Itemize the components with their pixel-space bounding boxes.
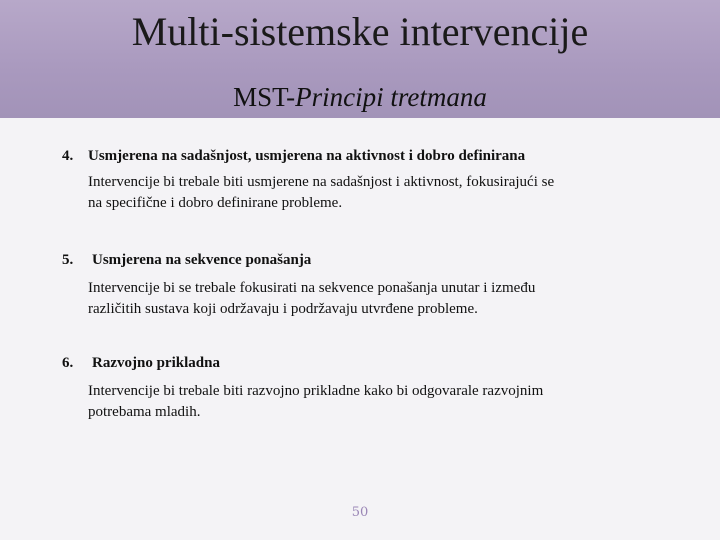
item-description-line: Intervencije bi trebale biti usmjerene na sadašnjost i aktivnost, fokusirajući se bbox=[88, 174, 555, 190]
subtitle-italic: Principi tretmana bbox=[295, 82, 487, 112]
item-heading bbox=[62, 353, 220, 373]
item-heading bbox=[62, 250, 311, 270]
page-number: 50 bbox=[351, 505, 369, 520]
item-heading bbox=[62, 146, 525, 166]
item-description-line: na specifične i dobro definirane probleme. bbox=[88, 195, 343, 211]
item-description bbox=[88, 278, 648, 320]
item-description-line: Intervencije bi trebale biti razvojno prikladne kako bi odgovarale razvojnim bbox=[88, 383, 544, 399]
item-heading-text: Usmjerena na sekvence ponašanja bbox=[92, 252, 312, 268]
slide-title: Multi-sistemske intervencije bbox=[131, 9, 589, 54]
item-description-line: Intervencije bi se trebale fokusirati na sekvence ponašanja unutar i između bbox=[88, 280, 536, 296]
item-description-line: potrebama mladih. bbox=[88, 404, 201, 420]
item-description bbox=[88, 172, 648, 214]
item-number: 5. bbox=[62, 252, 74, 268]
item-number: 4. bbox=[62, 148, 74, 164]
item-description-line: različitih sustava koji održavaju i podržavaju utvrđene probleme. bbox=[88, 301, 478, 317]
subtitle-prefix: MST- bbox=[233, 82, 296, 112]
item-heading-text: Razvojno prikladna bbox=[92, 355, 220, 371]
item-number: 6. bbox=[62, 355, 74, 371]
item-heading-text: Usmjerena na sadašnjost, usmjerena na aktivnost i dobro definirana bbox=[88, 148, 526, 164]
item-description bbox=[88, 381, 648, 423]
